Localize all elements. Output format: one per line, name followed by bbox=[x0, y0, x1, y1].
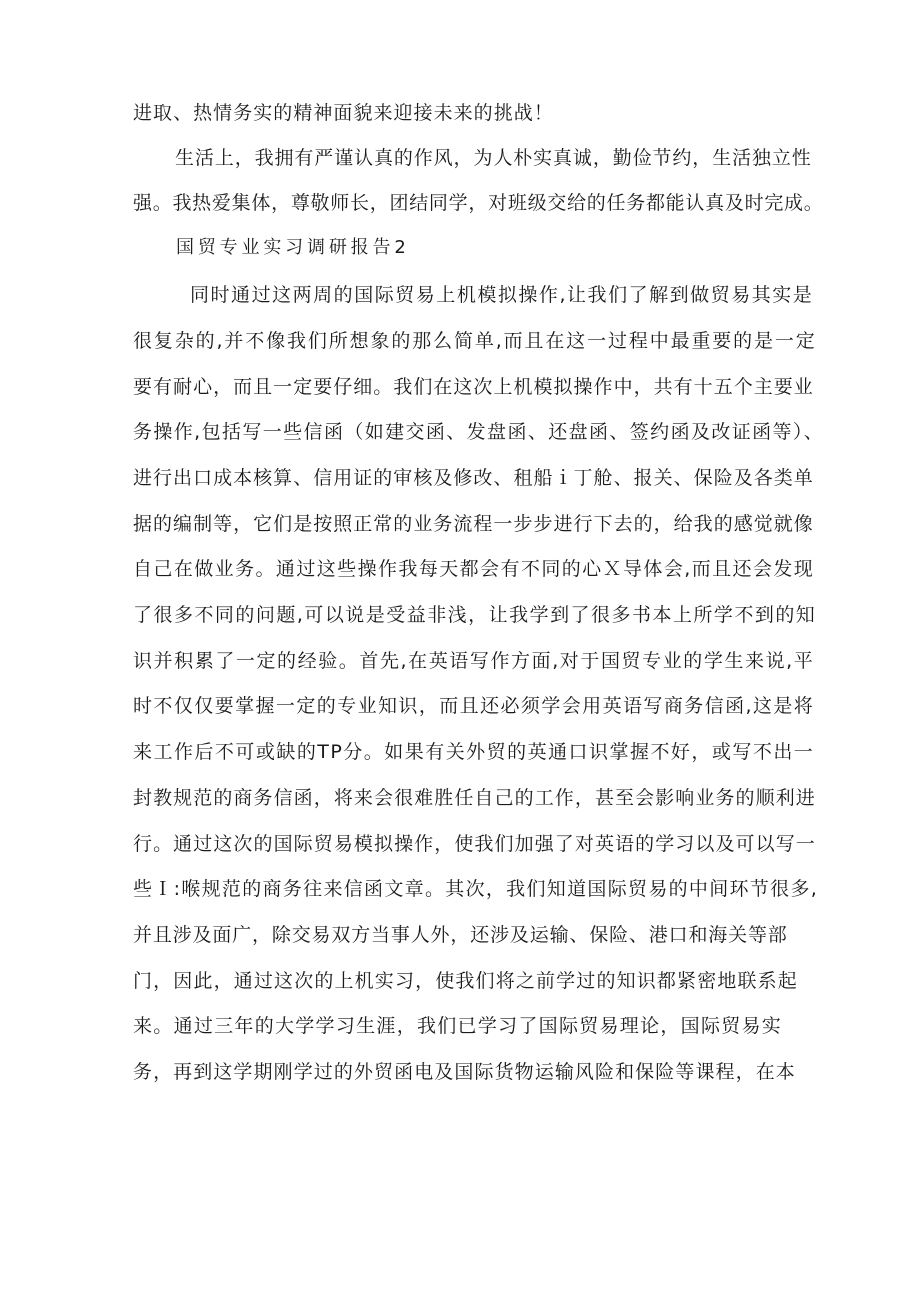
text-line: 识并积累了一定的经验。首先,在英语写作方面,对于国贸专业的学生来说,平 bbox=[133, 650, 815, 672]
text-line: 务操作,包括写一些信函（如建交函、发盘函、还盘函、签约函及改证函等）、 bbox=[133, 421, 825, 443]
text-line: 进取、热情务实的精神面貌来迎接未来的挑战！ bbox=[133, 102, 554, 124]
text-line: 时不仅仅要掌握一定的专业知识，而且还必须学会用英语写商务信函,这是将 bbox=[133, 695, 815, 717]
text-line: 些Ｉ:喉规范的商务往来信函文章。其次，我们知道国际贸易的中间环节很多, bbox=[133, 878, 819, 900]
text-line: 门，因此，通过这次的上机实习，使我们将之前学过的知识都紧密地联系起 bbox=[133, 970, 798, 992]
text-line: 要有耐心，而且一定要仔细。我们在这次上机模拟操作中，共有十五个主要业 bbox=[133, 376, 814, 398]
text-line: 行。通过这次的国际贸易模拟操作，使我们加强了对英语的学习以及可以写一 bbox=[133, 833, 816, 855]
text-line: 进行出口成本核算、信用证的审核及修改、租船ｉ丁舱、报关、保险及各类单 bbox=[133, 467, 814, 489]
text-line: 封教规范的商务信函，将来会很难胜任自己的工作，甚至会影响业务的顺利进 bbox=[133, 787, 816, 809]
text-line: 强。我热爱集体，尊敬师长，团结同学，对班级交给的任务都能认真及时完成。 bbox=[133, 192, 824, 214]
text-line: 据的编制等，它们是按照正常的业务流程一步步进行下去的，给我的感觉就像 bbox=[133, 513, 814, 535]
text-line: 来。通过三年的大学学习生涯，我们已学习了国际贸易理论，国际贸易实 bbox=[133, 1015, 783, 1037]
text-line: 很复杂的,并不像我们所想象的那么简单,而且在这一过程中最重要的是一定 bbox=[133, 330, 817, 352]
text-line: 来工作后不可或缺的TP分。如果有关外贸的英通口识掌握不好，或写不出一 bbox=[133, 741, 815, 763]
text-line: 自己在做业务。通过这些操作我每天都会有不同的心Ｘ导体会,而且还会发现 bbox=[133, 558, 815, 580]
text-line: 了很多不同的问题,可以说是受益非浅，让我学到了很多书本上所学不到的知 bbox=[133, 604, 817, 626]
text-line: 生活上，我拥有严谨认真的作风，为人朴实真诚，勤俭节约，生活独立性 bbox=[175, 147, 812, 169]
section-heading: 国贸专业实习调研报告2 bbox=[176, 237, 410, 258]
text-line: 务，再到这学期刚学过的外贸函电及国际货物运输风险和保险等课程，在本 bbox=[133, 1061, 796, 1083]
text-line: 同时通过这两周的国际贸易上机模拟操作,让我们了解到做贸易其实是 bbox=[190, 284, 814, 306]
text-line: 并且涉及面广，除交易双方当事人外，还涉及运输、保险、港口和海关等部 bbox=[133, 924, 788, 946]
